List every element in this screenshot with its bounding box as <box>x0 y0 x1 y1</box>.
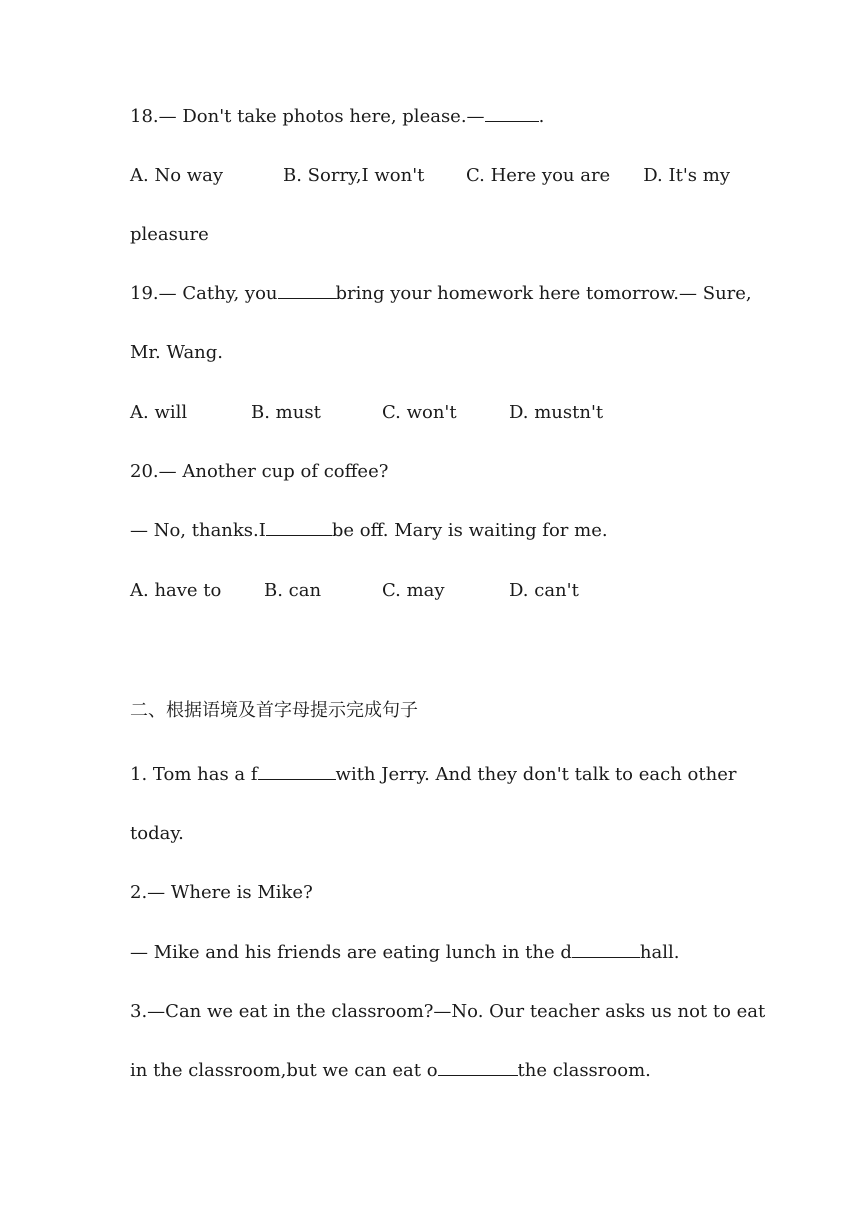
s1-line <box>130 761 737 789</box>
q18-option-d[interactable]: D. It's my <box>643 165 730 186</box>
q19-option-c[interactable]: C. won't <box>382 402 457 423</box>
s3-blank[interactable] <box>438 1057 518 1076</box>
q18-option-c[interactable]: C. Here you are <box>466 165 611 186</box>
s2-blank[interactable] <box>572 939 640 958</box>
q20-reply-text: — No, thanks.I <box>130 520 266 541</box>
q20-blank[interactable] <box>266 517 332 536</box>
q19-stem-text: 19.— Cathy, you <box>130 283 278 304</box>
s2-answer <box>130 939 730 967</box>
q20-option-b[interactable]: B. can <box>264 580 322 601</box>
q18-options <box>130 162 730 190</box>
q19-stem-rest: bring your homework here tomorrow.— Sure, <box>335 283 752 304</box>
s1-rest: with Jerry. And they don't talk to each other <box>335 764 737 785</box>
q20-reply <box>130 517 730 545</box>
s1-blank[interactable] <box>258 761 336 780</box>
q20-option-a[interactable]: A. have to <box>130 580 222 601</box>
s3-text: in the classroom,but we can eat o <box>130 1060 438 1081</box>
s2-rest: hall. <box>639 942 680 963</box>
q18-blank[interactable] <box>485 103 539 122</box>
q20-option-c[interactable]: C. may <box>382 580 445 601</box>
q19-stem-continued: Mr. Wang. <box>130 342 224 363</box>
q18-option-d-continued: pleasure <box>130 224 209 245</box>
q18-stem <box>130 103 730 131</box>
q19-stem <box>130 280 752 308</box>
section-heading: 二、根据语境及首字母提示完成句子 <box>130 700 418 721</box>
q18-stem-text: 18.— Don't take photos here, please.— <box>130 106 485 127</box>
q19-option-a[interactable]: A. will <box>130 402 188 423</box>
q19-option-b[interactable]: B. must <box>251 402 321 423</box>
q20-stem: 20.— Another cup of coffee? <box>130 461 389 482</box>
q18-stem-end: . <box>538 106 545 127</box>
q18-option-b[interactable]: B. Sorry,I won't <box>283 165 425 186</box>
q19-options <box>130 399 730 427</box>
s3-line: 3.—Can we eat in the classroom?—No. Our teacher asks us not to eat <box>130 1001 766 1022</box>
s2-question: 2.— Where is Mike? <box>130 882 313 903</box>
q18-option-a[interactable]: A. No way <box>130 165 224 186</box>
q20-reply-rest: be off. Mary is waiting for me. <box>331 520 608 541</box>
s3-continued <box>130 1057 730 1085</box>
s2-text: — Mike and his friends are eating lunch in the d <box>130 942 572 963</box>
s1-text: 1. Tom has a f <box>130 764 258 785</box>
q19-option-d[interactable]: D. mustn't <box>509 402 604 423</box>
q20-options <box>130 577 730 605</box>
s3-rest: the classroom. <box>517 1060 651 1081</box>
q19-blank[interactable] <box>278 280 336 299</box>
s1-continued: today. <box>130 823 184 844</box>
q20-option-d[interactable]: D. can't <box>509 580 579 601</box>
